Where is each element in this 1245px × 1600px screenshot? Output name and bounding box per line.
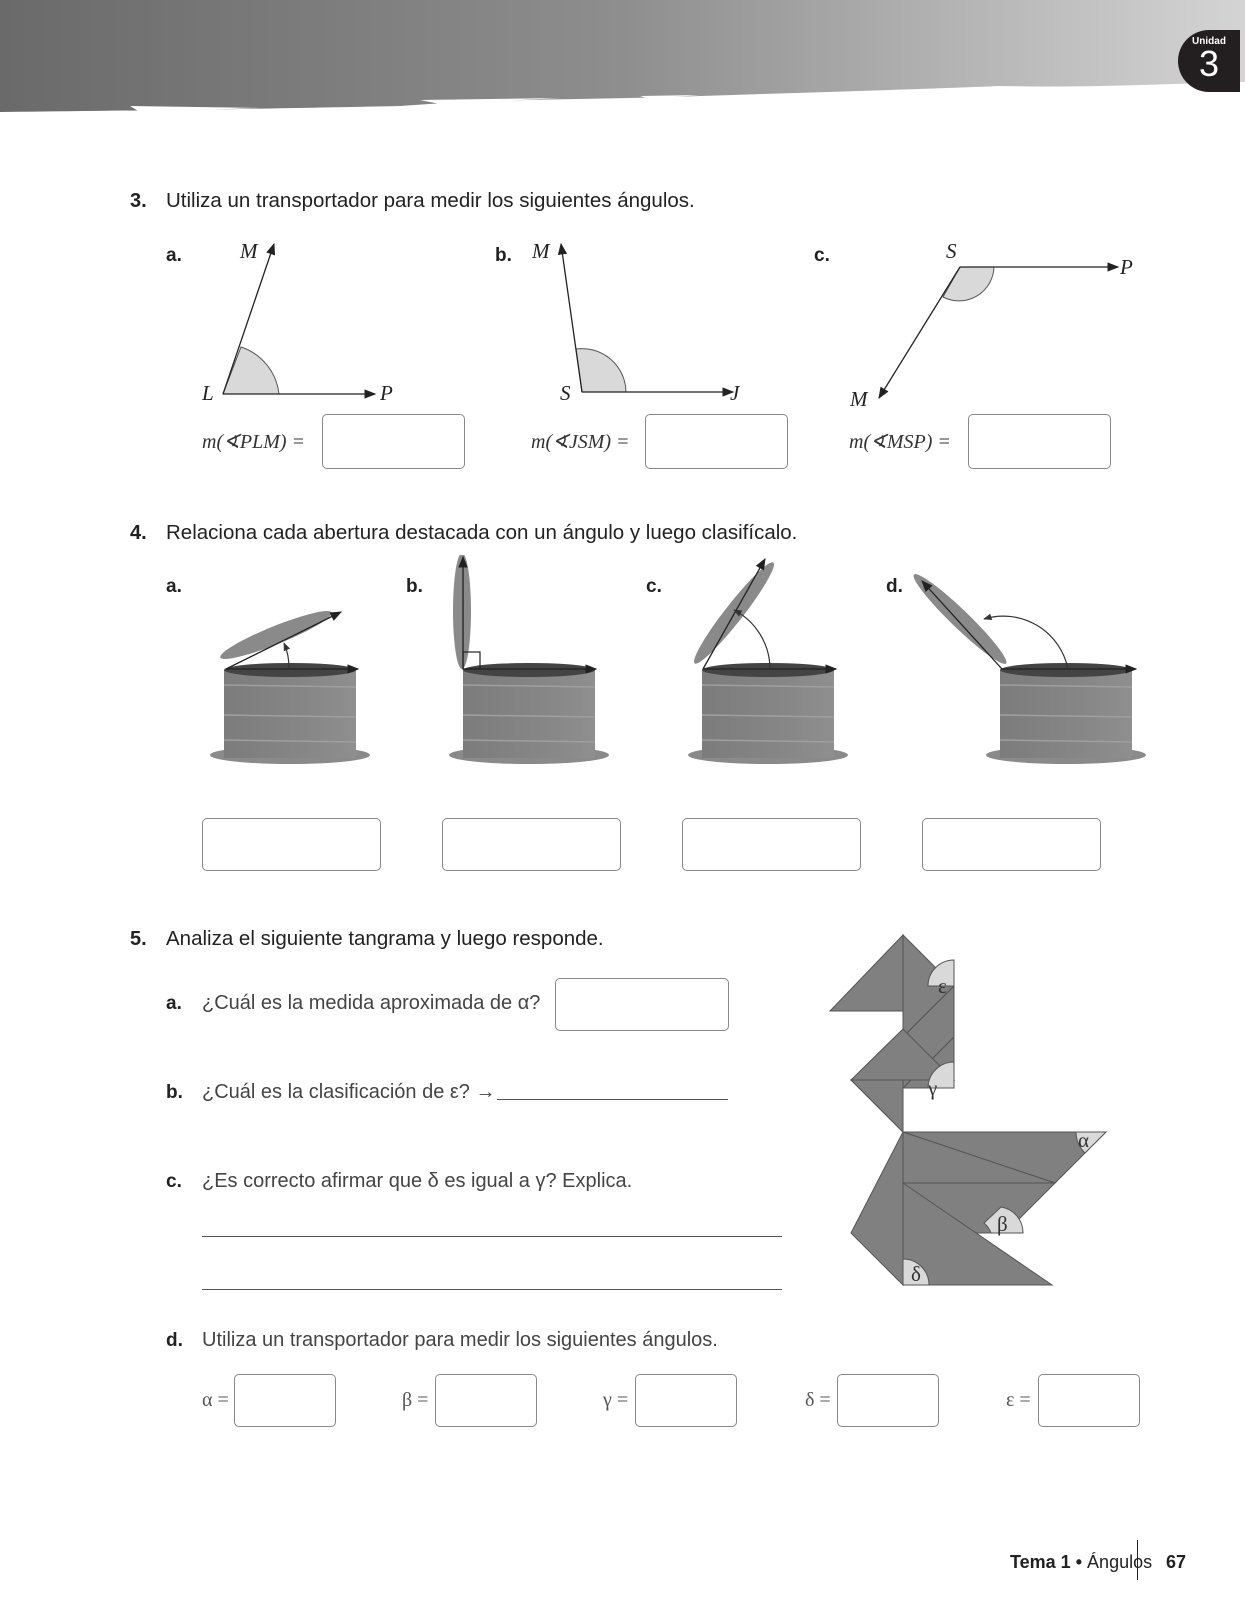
answer-line-explain-2[interactable] — [202, 1289, 782, 1290]
footer-divider — [1137, 1540, 1138, 1580]
vertex-label-s: S — [560, 381, 571, 405]
q3-prompt: Utiliza un transportador para medir los siguientes ángulos. — [166, 189, 695, 212]
q4-number: 4. — [130, 522, 147, 544]
measure-label-epsilon: ε = — [1006, 1389, 1031, 1411]
answer-box-jsm[interactable] — [645, 414, 788, 469]
answer-box-beta[interactable] — [435, 1374, 537, 1427]
answer-line-epsilon-class[interactable] — [497, 1099, 728, 1100]
tangram-beta-label: β — [997, 1212, 1008, 1236]
q5-c-text: ¿Es correcto afirmar que δ es igual a γ? Explica. — [202, 1170, 633, 1192]
measure-label-gamma: γ = — [603, 1389, 629, 1411]
header-banner — [0, 0, 1245, 125]
ray-label-p-c: P — [1120, 255, 1133, 279]
q5-a-text: ¿Cuál es la medida aproximada de α? — [202, 992, 541, 1014]
q5-c-letter: c. — [166, 1171, 182, 1192]
ray-label-m: M — [240, 239, 258, 263]
tangram-gamma-label: γ — [928, 1076, 938, 1100]
measure-label-msp: m(∢MSP) = — [849, 431, 951, 453]
q3-number: 3. — [130, 190, 147, 212]
q4-a-letter: a. — [166, 576, 182, 597]
barrel-a — [210, 604, 370, 764]
ray-label-p: P — [380, 381, 393, 405]
measure-label-jsm: m(∢JSM) = — [531, 431, 630, 453]
q5-number: 5. — [130, 928, 147, 950]
tangram-figure — [820, 925, 1120, 1295]
answer-box-barrel-d[interactable] — [922, 818, 1101, 871]
q3-b-letter: b. — [495, 245, 512, 266]
ray-label-j: J — [730, 381, 740, 405]
ray-label-m-b: M — [532, 239, 550, 263]
unit-number: 3 — [1198, 43, 1220, 84]
footer-topic — [1010, 1552, 1152, 1573]
q4-d-letter: d. — [886, 576, 903, 597]
q5-d-text: Utiliza un transportador para medir los siguientes ángulos. — [202, 1329, 718, 1351]
barrel-b — [449, 555, 609, 764]
q4-c-letter: c. — [646, 576, 662, 597]
measure-label-plm: m(∢PLM) = — [202, 431, 306, 453]
q4-barrel-illustrations — [0, 555, 1245, 805]
angle-plm — [201, 239, 393, 405]
angle-jsm — [531, 239, 741, 405]
q5-d-letter: d. — [166, 1330, 183, 1351]
answer-box-barrel-c[interactable] — [682, 818, 861, 871]
answer-box-barrel-a[interactable] — [202, 818, 381, 871]
page-number: 67 — [1166, 1552, 1187, 1572]
footer-subject: Ángulos — [1087, 1552, 1153, 1572]
q3-a-letter: a. — [166, 245, 182, 266]
measure-label-alpha: α = — [202, 1389, 229, 1411]
vertex-label-l: L — [202, 381, 214, 405]
answer-box-delta[interactable] — [837, 1374, 939, 1427]
q5-a-letter: a. — [166, 993, 182, 1014]
answer-line-explain-1[interactable] — [202, 1236, 782, 1237]
tangram-delta-label: δ — [911, 1262, 921, 1286]
ray-label-m-c: M — [850, 387, 868, 410]
q5-prompt: Analiza el siguiente tangrama y luego responde. — [166, 927, 604, 950]
answer-box-gamma[interactable] — [635, 1374, 737, 1427]
tangram-epsilon-label: ε — [938, 974, 947, 998]
unit-label: Unidad — [1192, 36, 1226, 47]
measure-label-delta: δ = — [805, 1389, 831, 1411]
footer-separator: • — [1075, 1552, 1083, 1572]
vertex-label-s-c: S — [946, 239, 957, 263]
q4-b-letter: b. — [406, 576, 423, 597]
answer-box-alpha[interactable] — [234, 1374, 336, 1427]
tangram-alpha-label: α — [1078, 1128, 1090, 1152]
unit-badge — [1178, 30, 1240, 92]
answer-box-plm[interactable] — [322, 414, 465, 469]
answer-box-epsilon[interactable] — [1038, 1374, 1140, 1427]
q5-b-text: ¿Cuál es la clasificación de ε? → — [202, 1081, 496, 1103]
q3-angle-diagrams — [0, 230, 1245, 410]
answer-box-barrel-b[interactable] — [442, 818, 621, 871]
q4-prompt: Relaciona cada abertura destacada con un ángulo y luego clasifícalo. — [166, 521, 798, 544]
answer-box-alpha-approx[interactable] — [555, 978, 729, 1031]
barrel-c — [688, 557, 848, 764]
answer-box-msp[interactable] — [968, 414, 1111, 469]
measure-label-beta: β = — [402, 1389, 429, 1411]
barrel-d — [908, 568, 1146, 764]
angle-msp — [849, 239, 1133, 410]
q5-b-letter: b. — [166, 1082, 183, 1103]
q3-c-letter: c. — [814, 245, 830, 266]
footer-topic-number: Tema 1 — [1010, 1552, 1071, 1572]
